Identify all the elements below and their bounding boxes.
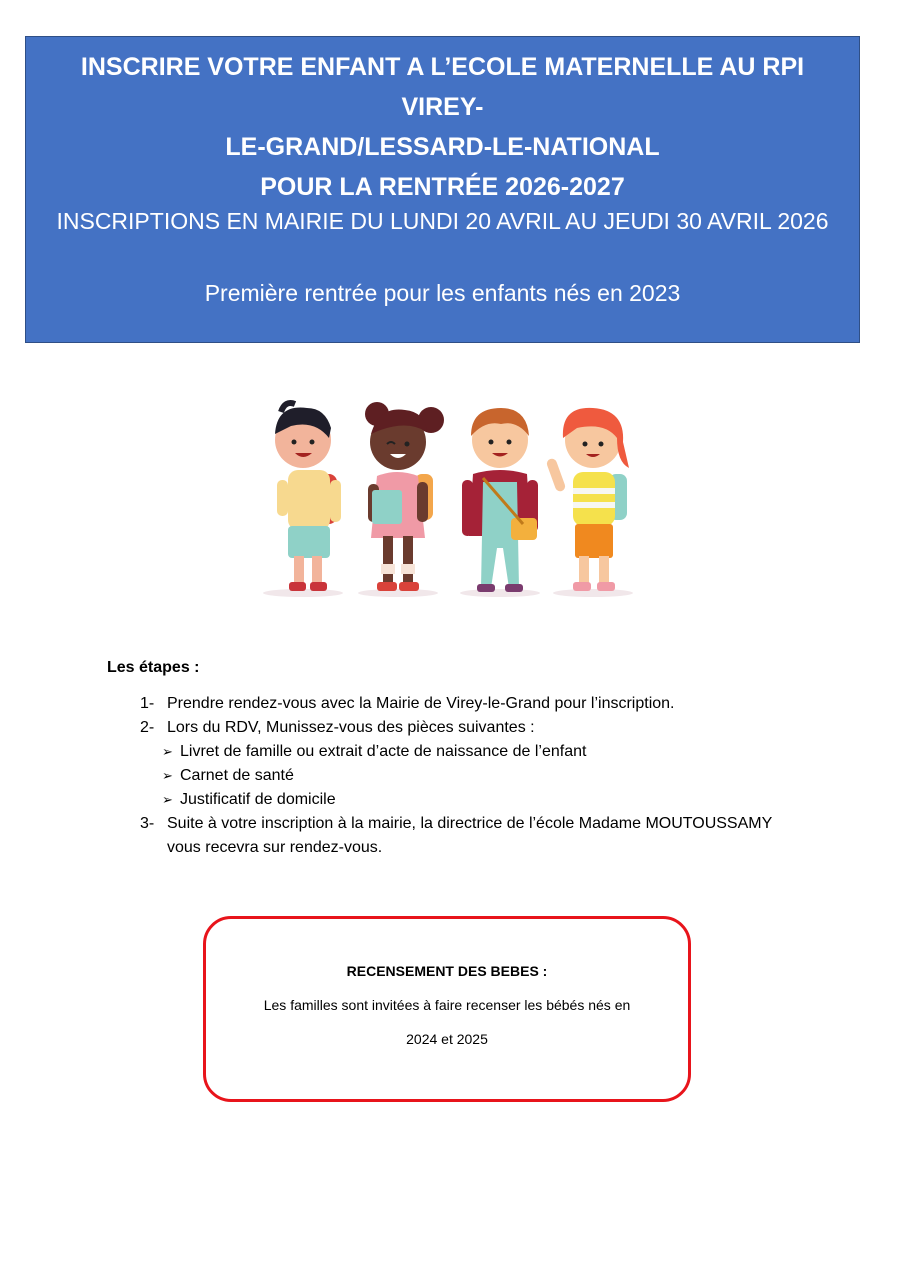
child-3-figure xyxy=(462,408,538,592)
step-text: Lors du RDV, Munissez-vous des pièces suivantes : xyxy=(167,719,535,736)
step-number: 3- xyxy=(140,815,155,832)
document-text: Carnet de santé xyxy=(180,767,294,784)
child-2-figure xyxy=(365,402,444,591)
title-line-1: INSCRIRE VOTRE ENFANT A L’ECOLE MATERNELLE AU RPI VIREY- xyxy=(80,53,805,121)
arrow-bullet-icon: ➢ xyxy=(162,768,173,783)
step-item xyxy=(107,812,827,860)
first-entry-note: Première rentrée pour les enfants nés en 2023 xyxy=(204,280,681,306)
census-title: RECENSEMENT DES BEBES : xyxy=(346,963,548,979)
title-line-2: LE-GRAND/LESSARD-LE-NATIONAL xyxy=(225,133,660,161)
census-text: Les familles sont invitées à faire recenser les bébés nés en xyxy=(263,997,631,1013)
child-1-figure xyxy=(275,403,341,591)
step-number: 1- xyxy=(140,695,155,712)
document-text: Justificatif de domicile xyxy=(180,791,336,808)
child-4-figure xyxy=(545,408,629,591)
document-item xyxy=(107,764,827,788)
baby-census-box xyxy=(203,916,691,1102)
arrow-bullet-icon: ➢ xyxy=(162,744,173,759)
census-years: 2024 et 2025 xyxy=(406,1031,488,1047)
document-text: Livret de famille ou extrait d’acte de naissance de l’enfant xyxy=(180,743,587,760)
arrow-bullet-icon: ➢ xyxy=(162,792,173,807)
document-item xyxy=(107,740,827,764)
step-text: Suite à votre inscription à la mairie, la directrice de l’école Madame MOUTOUSSAMY xyxy=(167,815,773,832)
step-item xyxy=(107,692,827,716)
page-title xyxy=(26,47,859,207)
header-banner xyxy=(25,36,860,343)
children-with-backpacks-illustration xyxy=(255,398,645,604)
document-item xyxy=(107,788,827,812)
steps-heading: Les étapes : xyxy=(107,659,200,676)
step-item xyxy=(107,716,827,740)
title-line-3: POUR LA RENTRÉE 2026-2027 xyxy=(260,173,625,201)
steps-section xyxy=(107,656,827,860)
step-number: 2- xyxy=(140,719,155,736)
registration-dates: INSCRIPTIONS EN MAIRIE DU LUNDI 20 AVRIL AU JEUDI 30 AVRIL 2026 xyxy=(56,208,829,234)
step-text: Prendre rendez-vous avec la Mairie de Virey-le-Grand pour l’inscription. xyxy=(167,695,675,712)
step-text-continued: vous recevra sur rendez-vous. xyxy=(167,839,383,856)
